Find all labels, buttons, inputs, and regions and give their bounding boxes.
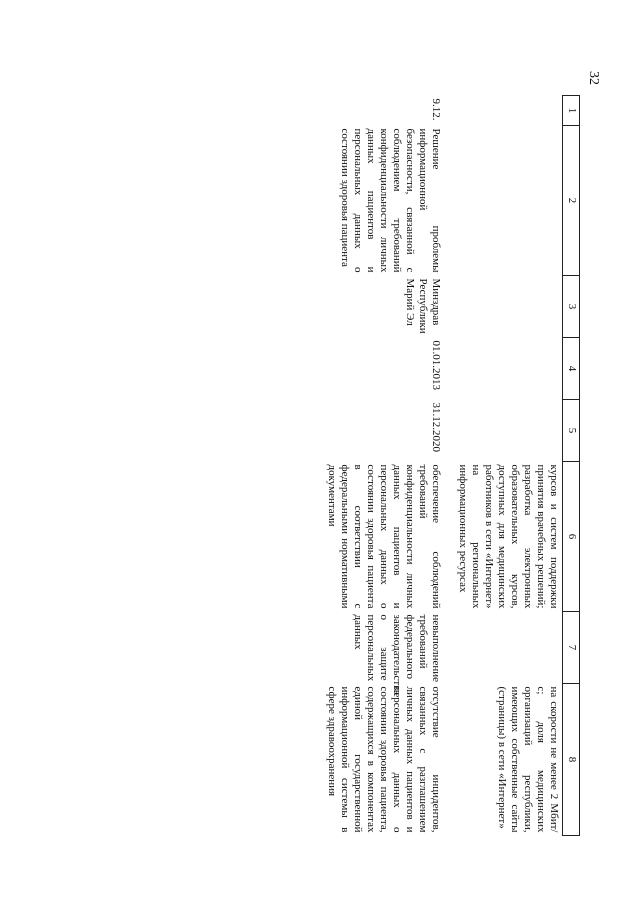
continuation-row <box>454 96 563 836</box>
col-header-2: 2 <box>563 126 580 276</box>
row-title: Решение проблемы информационной безопасности, связанной с соблюдением требований конфиденциальности личных данных пациентов и персональных данных о состоянии здоровья пациента <box>339 128 442 273</box>
col-header-8: 8 <box>563 684 580 836</box>
page-number: 32 <box>586 71 601 85</box>
row-end-date: 31.12.2020 <box>430 402 442 452</box>
col-header-6: 6 <box>563 462 580 612</box>
col-header-1: 1 <box>563 96 580 126</box>
row-consequence: невыполнение требований федерального законодательства о защите персональных данных <box>352 614 442 696</box>
row-indicator: отсутствие инцидентов, связанных с разглашением личных данных пациентов и персональных данных о состоянии здоровья пациента, содержащихся в компонентах единой государственной информационной системы в сфере здравоохранения <box>326 686 442 833</box>
col-header-5: 5 <box>563 400 580 462</box>
row-start-date: 01.01.2013 <box>430 340 442 390</box>
row-result: обеспечение соблюдений требований конфиденциальности личных данных пациентов и персональных данных о состоянии здоровья пациента в соответствии с федеральными нормативными документами <box>326 464 442 609</box>
col-header-4: 4 <box>563 338 580 400</box>
col-header-7: 7 <box>563 612 580 684</box>
row-executor: Минздрав Республики Марий Эл <box>404 278 442 334</box>
column-number-row <box>563 96 580 836</box>
row-number: 9.12. <box>430 98 442 121</box>
program-table <box>323 95 580 836</box>
table-row <box>323 96 444 836</box>
col-header-3: 3 <box>563 276 580 338</box>
continuation-activities: курсов и систем поддержки принятия врачебных решений; разработка электронных образовательных курсов, доступных для медицинских работников в сети «Интернет» на региональных информационных ресурсах <box>457 464 560 609</box>
continuation-indicators: на скорости не менее 2 Мбит/с; доля медицинских организаций республики, имеющих собственные сайты (страницы) в сети «Интернет» <box>496 686 560 833</box>
rotated-table-wrapper <box>120 95 580 835</box>
